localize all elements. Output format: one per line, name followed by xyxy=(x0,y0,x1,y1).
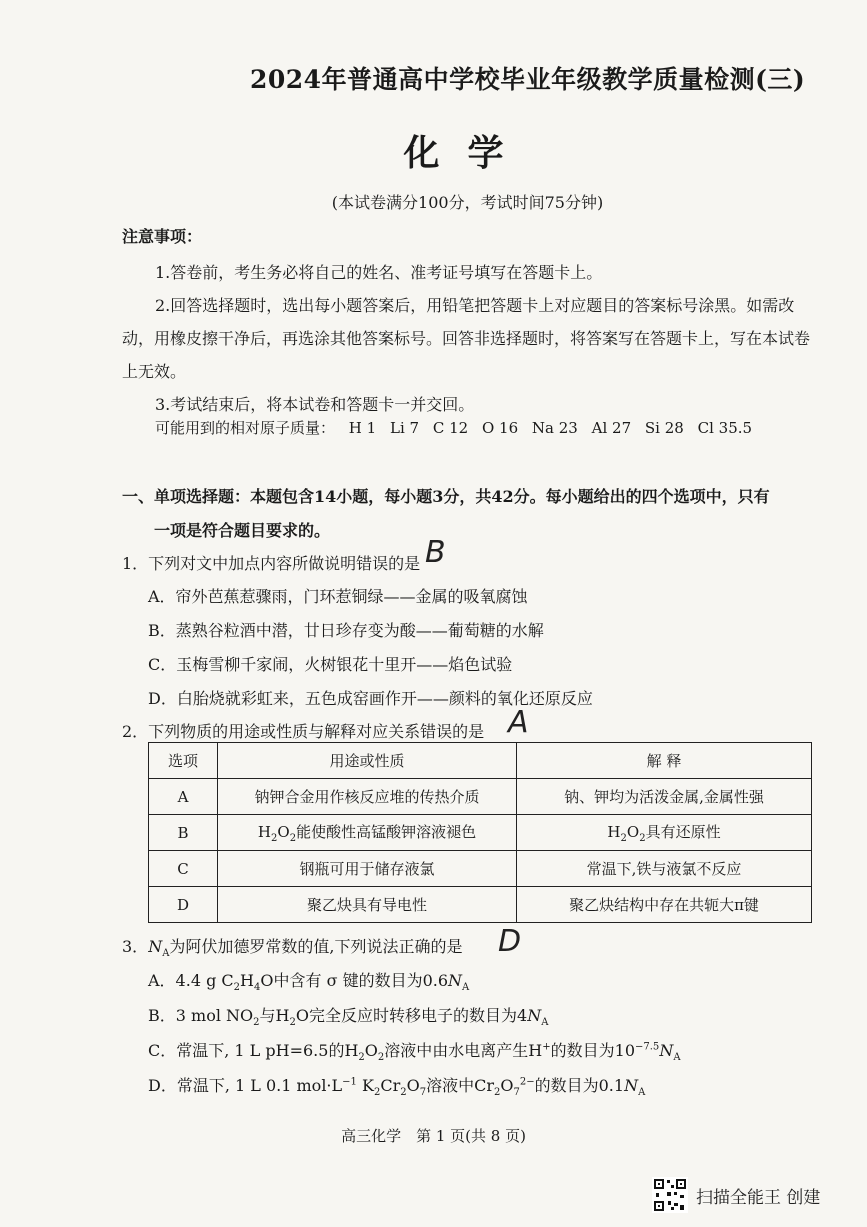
table-header: 用途或性质 xyxy=(218,743,517,779)
question-1-stem: 1．下列对文中加点内容所做说明错误的是 xyxy=(122,554,421,573)
table-row xyxy=(149,887,812,923)
subject-title: 化学 xyxy=(403,132,532,174)
atomic-mass-item: H 1 xyxy=(348,419,377,437)
table-cell-explanation: 常温下,铁与液氯不反应 xyxy=(517,851,812,887)
notice-item-3: 3.考试结束后，将本试卷和答题卡一并交回。 xyxy=(155,395,475,414)
watermark-text: 扫描全能王 创建 xyxy=(696,1187,821,1208)
atomic-mass-item: C 12 xyxy=(432,419,469,437)
section-line-1: 一、单项选择题：本题包含14小题，每小题3分，共42分。每小题给出的四个选项中，只有 xyxy=(122,487,770,506)
table-row xyxy=(149,851,812,887)
notice-title: 注意事项： xyxy=(122,227,203,246)
table-cell-explanation: $H_2O_2$具有还原性 xyxy=(517,815,812,851)
question-1-option-b: B．蒸熟谷粒酒中潜，廿日珍存变为酸——葡萄糖的水解 xyxy=(148,621,544,640)
notice-item-1: 1.答卷前，考生务必将自己的姓名、准考证号填写在答题卡上。 xyxy=(155,263,603,282)
scanner-watermark xyxy=(652,1175,820,1215)
exam-title: 2024年普通高中学校毕业年级教学质量检测(三) xyxy=(250,65,806,94)
question-2-stem: 2．下列物质的用途或性质与解释对应关系错误的是 xyxy=(122,722,485,741)
table-cell-use: 聚乙炔具有导电性 xyxy=(218,887,517,923)
table-cell-explanation: 聚乙炔结构中存在共轭大π键 xyxy=(517,887,812,923)
question-3-stem: 3．$N_A$为阿伏加德罗常数的值,下列说法正确的是 xyxy=(122,937,463,960)
table-header: 选项 xyxy=(149,743,218,779)
exam-info: (本试卷满分100分，考试时间75分钟) xyxy=(331,193,604,212)
page-footer: 高三化学 第 1 页(共 8 页) xyxy=(341,1127,526,1145)
table-cell-option: A xyxy=(149,779,218,815)
section-heading xyxy=(122,480,822,548)
question-3-option-c: C．常温下, 1 L pH=6.5的$H_2O_2$溶液中由水电离产生H+的数目为$10^{-7.5}N_A$ xyxy=(148,1041,681,1064)
handwritten-answer-1: B xyxy=(425,535,446,570)
table-header-row xyxy=(149,743,812,779)
atomic-mass-item: Al 27 xyxy=(591,419,632,437)
atomic-mass-item: O 16 xyxy=(481,419,519,437)
section-line-2: 一项是符合题目要求的。 xyxy=(154,521,331,540)
qr-code-icon xyxy=(652,1177,688,1213)
table-cell-use: 钠钾合金用作核反应堆的传热介质 xyxy=(218,779,517,815)
question-3-option-d: D．常温下, 1 L 0.1 $mol\cdot L^{-1}$ $K_2Cr_2O_7$溶液中$Cr_2O_7^{2-}$的数目为$0.1N_A$ xyxy=(148,1076,646,1099)
table-cell-use: 钢瓶可用于储存液氯 xyxy=(218,851,517,887)
handwritten-answer-2: A xyxy=(508,705,529,740)
atomic-mass-item: Na 23 xyxy=(531,419,578,437)
handwritten-answer-3: D xyxy=(498,924,522,959)
table-cell-option: D xyxy=(149,887,218,923)
atomic-masses xyxy=(155,417,761,438)
table-row xyxy=(149,779,812,815)
atomic-mass-item: Li 7 xyxy=(389,419,420,437)
table-cell-option: C xyxy=(149,851,218,887)
table-header: 解 释 xyxy=(517,743,812,779)
table-cell-option: B xyxy=(149,815,218,851)
atomic-mass-item: Si 28 xyxy=(644,419,684,437)
atomic-mass-item: Cl 35.5 xyxy=(697,419,753,437)
question-1-option-c: C．玉梅雪柳千家闹，火树银花十里开——焰色试验 xyxy=(148,655,513,674)
question-2-table xyxy=(148,742,812,923)
question-1-option-a: A．帘外芭蕉惹骤雨，门环惹铜绿——金属的吸氧腐蚀 xyxy=(148,587,528,606)
question-3-option-a: A．4.4 g $C_2H_4O$中含有 σ 键的数目为$0.6N_A$ xyxy=(148,971,470,994)
question-1-option-d: D．白胎烧就彩虹来，五色成窑画作开——颜料的氧化还原反应 xyxy=(148,689,593,708)
table-cell-use: $H_2O_2$能使酸性高锰酸钾溶液褪色 xyxy=(218,815,517,851)
question-3-option-b: B．3 mol $NO_2$与$H_2O$完全反应时转移电子的数目为$4N_A$ xyxy=(148,1006,549,1029)
table-cell-explanation: 钠、钾均为活泼金属,金属性强 xyxy=(517,779,812,815)
table-row xyxy=(149,815,812,851)
notice-item-2: 2.回答选择题时，选出每小题答案后，用铅笔把答题卡上对应题目的答案标号涂黑。如需改动，用橡皮擦干净后，再选涂其他答案标号。回答非选择题时，将答案写在答题卡上，写在本试卷上无效。 xyxy=(122,296,811,381)
atomic-label: 可能用到的相对原子质量： xyxy=(155,419,336,437)
